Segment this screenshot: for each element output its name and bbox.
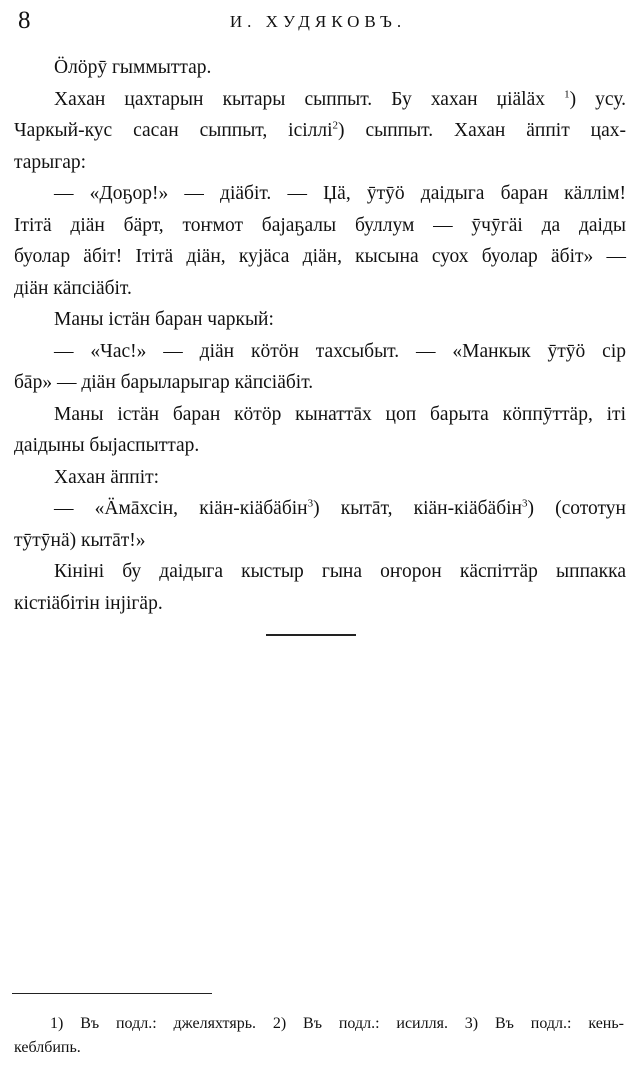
text-line — [14, 493, 626, 525]
text-line — [14, 115, 626, 147]
paragraph-8 — [14, 493, 626, 556]
text-segment: ) (сототун — [527, 498, 626, 519]
main-text — [14, 52, 626, 619]
text-line — [14, 84, 626, 116]
text-segment: ) усу. — [569, 88, 627, 110]
footnote-ref: 2 — [332, 119, 339, 132]
text-line: кiстiäбiтiн iнjiгäр. — [14, 592, 163, 614]
paragraph-5 — [14, 336, 626, 399]
paragraph-4 — [14, 304, 626, 336]
paragraph-6 — [14, 399, 626, 462]
text-segment: Хахан цахтарын кытары сыппыт. Бу хахан џiäläх — [54, 88, 545, 110]
text-line: даiдыны быjаспыттар. — [14, 435, 200, 456]
text-line: Маны iстäн баран чаркый: — [54, 309, 274, 330]
text-segment: — «Äмāхсiн, кiäн-кiäбäбiн — [54, 498, 308, 519]
text-line: тарыгар: — [14, 151, 87, 173]
text-line: Öлöрӯ гыммыттар. — [54, 57, 212, 78]
text-segment: ) сыппыт. Хахан äппiт цах- — [338, 120, 627, 141]
footnote-rule — [12, 993, 212, 994]
text-line: — «Час!» — дiäн кöтöн тахсыбыт. — «Манкык ӯтӯö сiр — [54, 340, 626, 362]
text-line: тӯтӯнä) кытāт!» — [14, 529, 146, 551]
text-line: — «Доҕор!» — дiäбiт. — Џä, ӯтӯö даiдыга баран кäллiм! — [54, 183, 626, 204]
footnote-ref: 1 — [564, 88, 570, 100]
section-separator — [266, 634, 356, 636]
page-header — [0, 6, 636, 38]
paragraph-2 — [14, 84, 626, 179]
footnote-line: 1) Въ подл.: джеляхтярь. 2) Въ подл.: исилля. 3) Въ подл.: кень- — [50, 1015, 624, 1032]
text-line: Кiнiнi бу даiдыга кыстыр гына оҥорон кäспiттäр ыппакка — [54, 561, 626, 582]
running-title: И. ХУДЯКОВЪ. — [229, 12, 407, 31]
paragraph-7 — [14, 462, 626, 494]
text-line: дiäн кäпсiäбiт. — [14, 277, 132, 299]
text-line: Маны iстäн баран кöтöр кынаттāх цоп барыта кöппӯттäр, iтi — [54, 403, 626, 425]
page-number: 8 — [18, 7, 31, 34]
footnote-ref: 3 — [307, 497, 314, 510]
text-segment: Чаркый-кус сасан сыппыт, iсiллi — [14, 120, 333, 141]
text-segment: ) кытāт, кiäн-кiäбäбiн — [313, 498, 522, 519]
paragraph-3 — [14, 178, 626, 304]
paragraph-1 — [14, 52, 626, 84]
text-line: Iтiтä дiäн бäрт, тоҥмот баjаҕалы буллум — ӯчӯгäi да даiды — [14, 214, 626, 236]
footnotes — [14, 1012, 624, 1060]
footnote-line: кеблбипь. — [14, 1039, 81, 1056]
text-line: буолар äбiт! Iтiтä дiäн, куjäса дiäн, кысына суох буолар äбiт» — — [14, 246, 626, 267]
text-line: Хахан äппiт: — [54, 466, 160, 488]
paragraph-9 — [14, 556, 626, 619]
text-line: бāр» — дiäн барыларыгар кäпсiäбiт. — [14, 372, 314, 393]
footnote-ref: 3 — [521, 497, 528, 510]
